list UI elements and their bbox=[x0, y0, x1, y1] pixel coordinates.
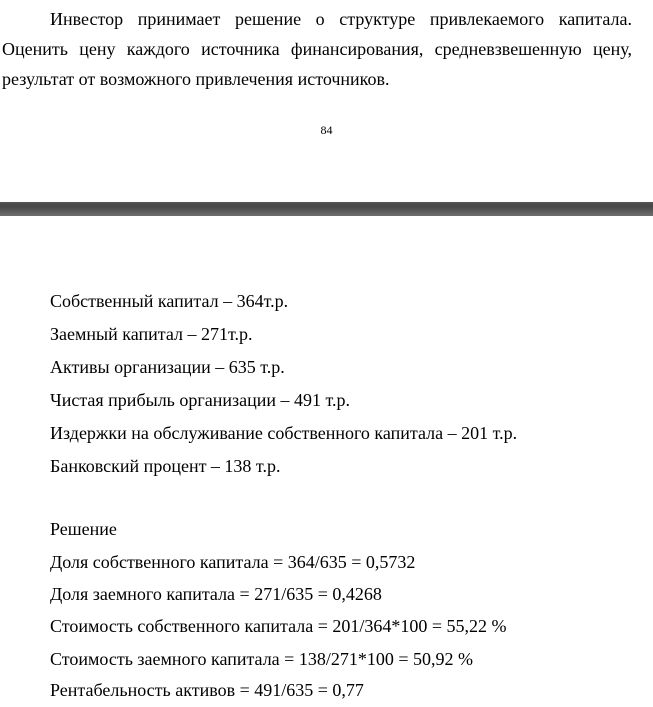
page-separator bbox=[0, 202, 653, 216]
page-top bbox=[0, 0, 653, 202]
debt-cost: Стоимость заемного капитала = 138/271*100 = 50,92 % bbox=[50, 649, 473, 669]
given-net-profit: Чистая прибыль организации – 491 т.р. bbox=[50, 390, 351, 410]
task-description: Инвестор принимает решение о структуре привлекаемого капитала. Оценить цену каждого источника финансирования, средневзвешенную цену, результат от возможного привлечения источников. bbox=[2, 9, 632, 89]
given-equity-cost: Издержки на обслуживание собственного капитала – 201 т.р. bbox=[50, 423, 518, 443]
solution-heading: Решение bbox=[50, 519, 117, 539]
given-equity: Собственный капитал – 364т.р. bbox=[50, 291, 289, 311]
given-debt: Заемный капитал – 271т.р. bbox=[50, 324, 253, 344]
page-bottom bbox=[0, 216, 653, 707]
debt-share: Доля заемного капитала = 271/635 = 0,4268 bbox=[50, 584, 382, 604]
given-assets: Активы организации – 635 т.р. bbox=[50, 357, 285, 377]
given-bank-interest: Банковский процент – 138 т.р. bbox=[50, 456, 281, 476]
page-number: 84 bbox=[320, 123, 333, 137]
equity-cost: Стоимость собственного капитала = 201/364*100 = 55,22 % bbox=[50, 616, 507, 636]
equity-share: Доля собственного капитала = 364/635 = 0,5732 bbox=[50, 552, 416, 572]
return-on-assets: Рентабельность активов = 491/635 = 0,77 bbox=[50, 680, 364, 700]
